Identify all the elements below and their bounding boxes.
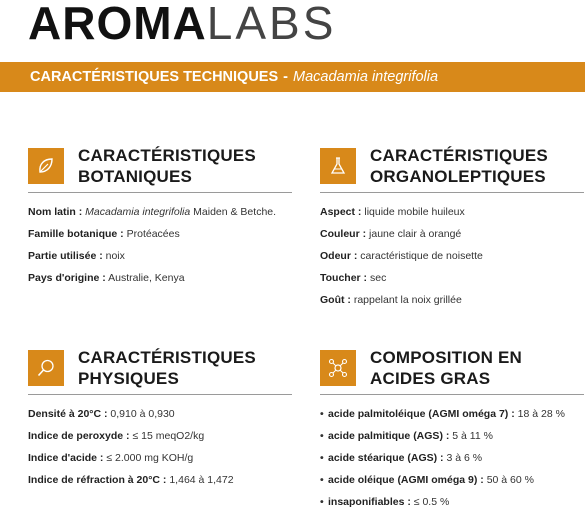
row-palmitique: • acide palmitique (AGS) : 5 à 11 % [320,429,584,443]
row-palmitoleique: • acide palmitoléique (AGMI oméga 7) : 18 à 28 % [320,407,584,421]
row-odeur: Odeur : caractéristique de noisette [320,250,483,262]
section-header [28,140,292,193]
row-aspect: Aspect : liquide mobile huileux [320,206,465,218]
section-title: CARACTÉRISTIQUES BOTANIQUES [78,146,256,186]
row-gout: Goût : rappelant la noix grillée [320,294,462,306]
banner-title: CARACTÉRISTIQUES TECHNIQUES [30,69,279,85]
row-nom-latin: Nom latin : Macadamia integrifolia Maiden & Betche. [28,206,277,218]
section-botaniques [28,140,292,293]
molecule-icon [320,350,356,386]
section-organoleptiques [320,140,584,315]
section-title: COMPOSITION EN ACIDES GRAS [370,348,523,388]
section-title: CARACTÉRISTIQUES ORGANOLEPTIQUES [370,146,548,186]
row-acide: Indice d'acide : ≤ 2.000 mg KOH/g [28,452,194,464]
row-insaponifiables: • insaponifiables : ≤ 0.5 % [320,495,584,509]
row-refraction: Indice de réfraction à 20°C : 1,464 à 1,472 [28,474,234,486]
banner-separator: - [283,69,288,85]
leaf-icon [28,148,64,184]
row-famille: Famille botanique : Protéacées [28,228,180,240]
title-banner [0,62,585,92]
section-acides-gras [320,342,584,517]
logo-aroma: AROMA [28,0,207,49]
row-oleique: • acide oléique (AGMI oméga 9) : 50 à 60 % [320,473,584,487]
section-header [320,140,584,193]
aromalabs-logo [28,0,337,49]
section-title: CARACTÉRISTIQUES PHYSIQUES [78,348,256,388]
section-physiques [28,342,292,495]
row-stearique: • acide stéarique (AGS) : 3 à 6 % [320,451,584,465]
row-pays: Pays d'origine : Australie, Kenya [28,272,185,284]
flask-icon [320,148,356,184]
logo-labs: LABS [206,0,337,49]
row-toucher: Toucher : sec [320,272,387,284]
row-peroxyde: Indice de peroxyde : ≤ 15 meqO2/kg [28,430,205,442]
row-densite: Densité à 20°C : 0,910 à 0,930 [28,408,175,420]
section-header [28,342,292,395]
row-partie: Partie utilisée : noix [28,250,125,262]
section-header [320,342,584,395]
banner-species: Macadamia integrifolia [292,69,439,85]
magnifier-icon [28,350,64,386]
row-couleur: Couleur : jaune clair à orangé [320,228,462,240]
